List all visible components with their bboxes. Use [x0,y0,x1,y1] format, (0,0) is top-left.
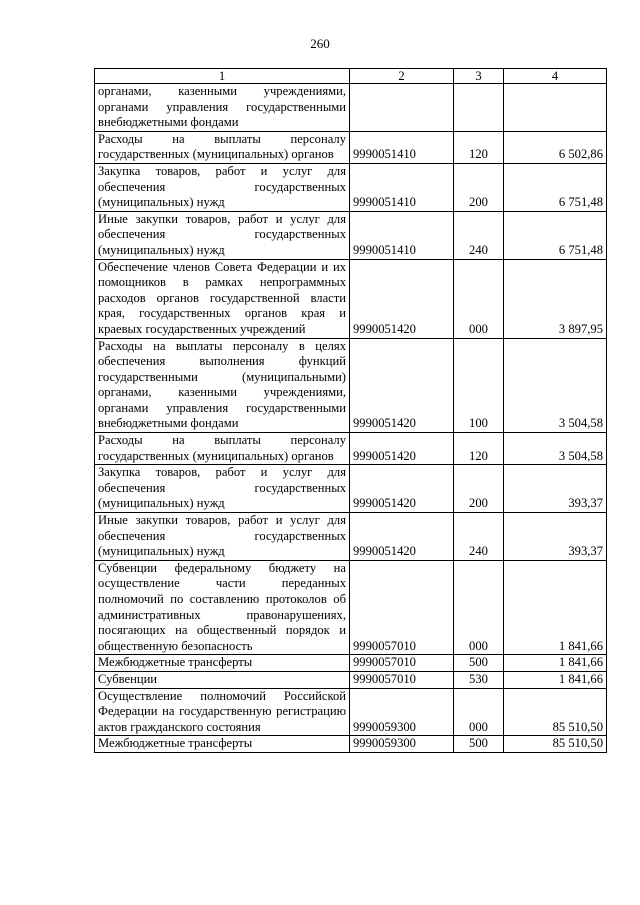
table-row [95,131,607,163]
row-description: Расходы на выплаты персоналу в целях обеспечения выполнения функций государственными (муниципальными) органами, казенными учреждениями, органами управления государственными внебюджетными фондами [95,338,350,433]
row-amount [504,84,607,132]
row-description: Обеспечение членов Совета Федерации и их помощников в рамках непрограммных расходов органов государственной власти края, государственных органов края и краевых государственных учреждений [95,259,350,338]
row-target-code: 9990057010 [350,671,454,688]
table-row [95,259,607,338]
row-target-code: 9990051420 [350,259,454,338]
row-target-code: 9990057010 [350,655,454,672]
table-row [95,433,607,465]
header-col-1: 1 [95,69,350,84]
row-target-code: 9990059300 [350,736,454,753]
row-expense-type: 120 [454,433,504,465]
row-target-code: 9990051420 [350,513,454,561]
table-row [95,688,607,736]
page-number: 260 [310,36,330,51]
row-amount: 1 841,66 [504,655,607,672]
table-row [95,513,607,561]
row-target-code: 9990051410 [350,131,454,163]
row-amount: 1 841,66 [504,560,607,655]
row-expense-type: 200 [454,465,504,513]
row-expense-type: 500 [454,655,504,672]
row-amount: 393,37 [504,513,607,561]
table-row [95,465,607,513]
row-expense-type: 200 [454,163,504,211]
row-amount: 85 510,50 [504,688,607,736]
row-expense-type: 500 [454,736,504,753]
row-amount: 6 751,48 [504,163,607,211]
row-target-code: 9990051410 [350,163,454,211]
row-amount: 85 510,50 [504,736,607,753]
row-description: Иные закупки товаров, работ и услуг для обеспечения государственных (муниципальных) нужд [95,513,350,561]
row-amount: 6 751,48 [504,211,607,259]
row-target-code: 9990059300 [350,688,454,736]
row-description: Субвенции федеральному бюджету на осуществление части переданных полномочий по составлению протоколов об административных правонарушениях, посягающих на общественный порядок и общественную безопасность [95,560,350,655]
row-target-code: 9990057010 [350,560,454,655]
table-row [95,84,607,132]
row-description: Закупка товаров, работ и услуг для обеспечения государственных (муниципальных) нужд [95,465,350,513]
row-description: Осуществление полномочий Российской Федерации на государственную регистрацию актов гражданского состояния [95,688,350,736]
row-amount: 3 504,58 [504,338,607,433]
row-amount: 393,37 [504,465,607,513]
row-description: Иные закупки товаров, работ и услуг для обеспечения государственных (муниципальных) нужд [95,211,350,259]
table-row [95,671,607,688]
table-row [95,560,607,655]
row-target-code [350,84,454,132]
row-description: Расходы на выплаты персоналу государственных (муниципальных) органов [95,433,350,465]
row-description: Расходы на выплаты персоналу государственных (муниципальных) органов [95,131,350,163]
row-amount: 3 504,58 [504,433,607,465]
header-col-3: 3 [454,69,504,84]
row-expense-type: 000 [454,560,504,655]
table-row [95,211,607,259]
table-header-row [95,69,607,84]
table-row [95,338,607,433]
table-body [95,84,607,753]
row-expense-type: 120 [454,131,504,163]
row-target-code: 9990051410 [350,211,454,259]
table-row [95,163,607,211]
row-expense-type: 530 [454,671,504,688]
row-expense-type: 100 [454,338,504,433]
table-row [95,655,607,672]
header-col-4: 4 [504,69,607,84]
row-description: Межбюджетные трансферты [95,736,350,753]
row-description: Субвенции [95,671,350,688]
row-description: Межбюджетные трансферты [95,655,350,672]
budget-table [94,68,607,753]
header-col-2: 2 [350,69,454,84]
row-expense-type: 240 [454,513,504,561]
row-target-code: 9990051420 [350,433,454,465]
row-amount: 3 897,95 [504,259,607,338]
row-expense-type: 240 [454,211,504,259]
table-row [95,736,607,753]
row-target-code: 9990051420 [350,465,454,513]
row-amount: 6 502,86 [504,131,607,163]
row-expense-type: 000 [454,688,504,736]
row-target-code: 9990051420 [350,338,454,433]
row-description: органами, казенными учреждениями, органами управления государственными внебюджетными фондами [95,84,350,132]
row-expense-type: 000 [454,259,504,338]
row-expense-type [454,84,504,132]
row-amount: 1 841,66 [504,671,607,688]
row-description: Закупка товаров, работ и услуг для обеспечения государственных (муниципальных) нужд [95,163,350,211]
